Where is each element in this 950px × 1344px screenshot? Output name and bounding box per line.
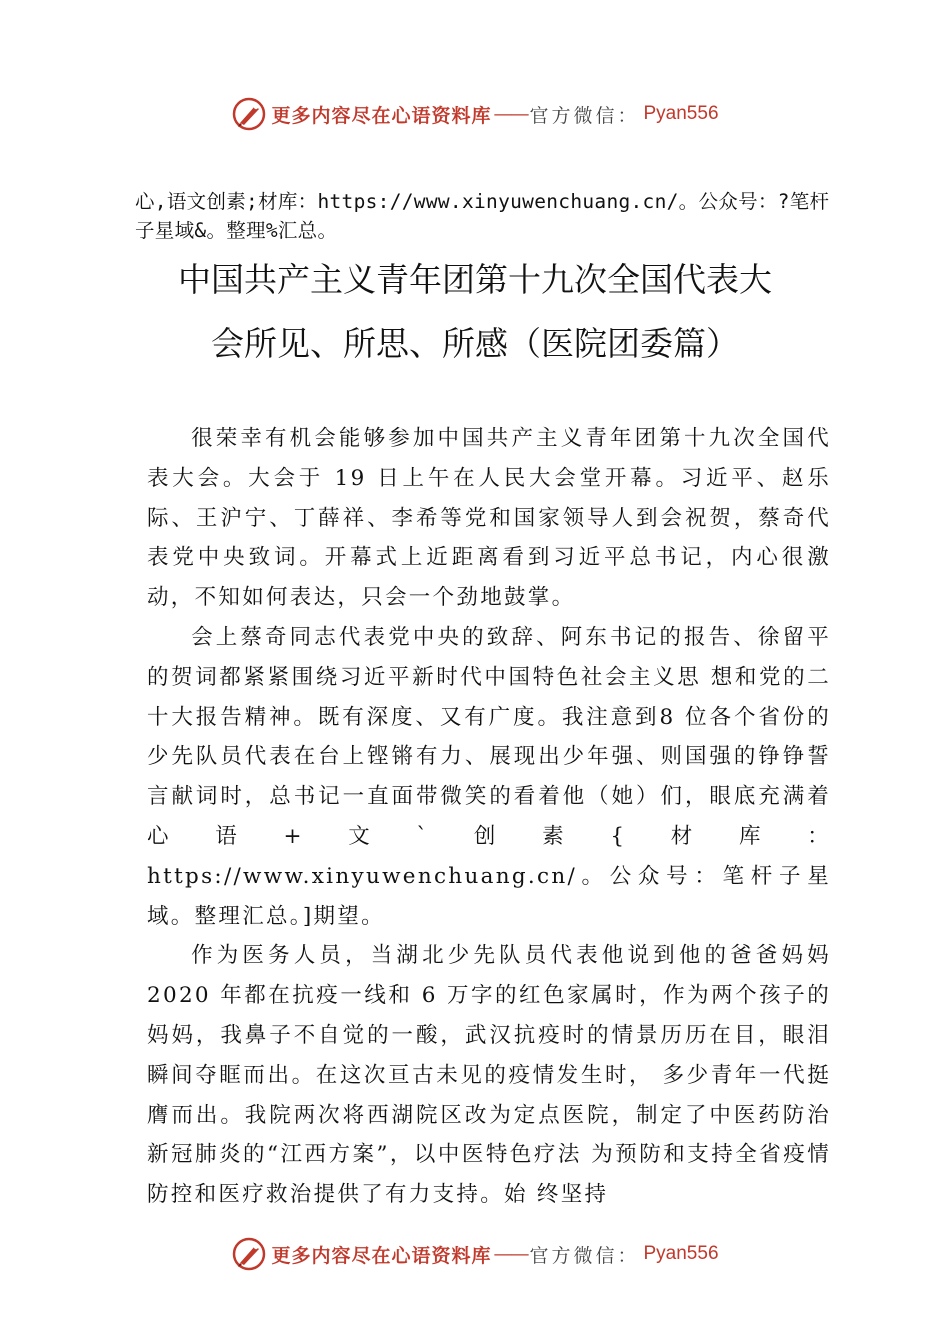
title-line-2: 会所见、所思、所感（医院团委篇） <box>211 324 739 363</box>
banner-text: 更多内容尽在心语资料库 <box>271 1244 492 1267</box>
banner-dash: —— <box>493 103 528 125</box>
paragraph: 会上蔡奇同志代表党中央的致辞、阿东书记的报告、徐留平的贺词都紧紧围绕习近平新时代中国特色社会主义思 想和党的二十大报告精神。既有深度、又有广度。我注意到8 位各个省份的少先队员代表在台上铿锵有力、展现出少年强、则国强的铮铮誓言献词时，总书记一直面带微笑的看着他（她）们，眼底充满着心语+文`创素{材库：https://www.xinyuwenchuang.cn/。公众号：笔杆子星域。整理汇总。]期望。 <box>147 624 831 929</box>
banner-wechat-id: Pyan556 <box>643 103 719 124</box>
paragraph: 很荣幸有机会能够参加中国共产主义青年团第十九次全国代表大会。大会于 19 日上午在人民大会堂开幕。习近平、赵乐际、王沪宁、丁薛祥、李希等党和国家领导人到会祝贺，蔡奇代表党中央致词。开幕式上近距离看到习近平总书记，内心很激动，不知如何表达，只会一个劲地鼓掌。 <box>147 426 831 611</box>
source-line: 心,语文创素;材库：https://www.xinyuwenchuang.cn/。公众号：?笔杆子星域&。整理%汇总。 <box>135 190 830 242</box>
banner-wechat-label: 官方微信： <box>529 1244 640 1267</box>
title-line-1: 中国共产主义青年团第十九次全国代表大 <box>178 260 772 299</box>
document-title <box>120 248 830 376</box>
banner-text: 更多内容尽在心语资料库 <box>271 104 492 127</box>
banner-wechat-label: 官方微信： <box>529 104 640 127</box>
pen-logo-icon <box>231 96 267 132</box>
footer-banner <box>0 1234 950 1274</box>
header-banner <box>0 94 950 134</box>
pen-logo-icon <box>231 1236 267 1272</box>
paragraph: 作为医务人员，当湖北少先队员代表他说到他的爸爸妈妈 2020 年都在抗疫一线和 6 万字的红色家属时，作为两个孩子的妈妈，我鼻子不自觉的一酸，武汉抗疫时的情景历历在目，眼泪瞬间夺眶而出。在这次亘古未见的疫情发生时， 多少青年一代挺膺而出。我院两次将西湖院区改为定点医院，制定了中医药防治新冠肺炎的“江西方案”，以中医特色疗法 为预防和支持全省疫情防控和医疗救治提供了有力支持。始 终坚持 <box>147 943 831 1208</box>
banner-wechat-id: Pyan556 <box>643 1243 719 1264</box>
document-body <box>147 419 831 1215</box>
banner-dash: —— <box>493 1243 528 1265</box>
